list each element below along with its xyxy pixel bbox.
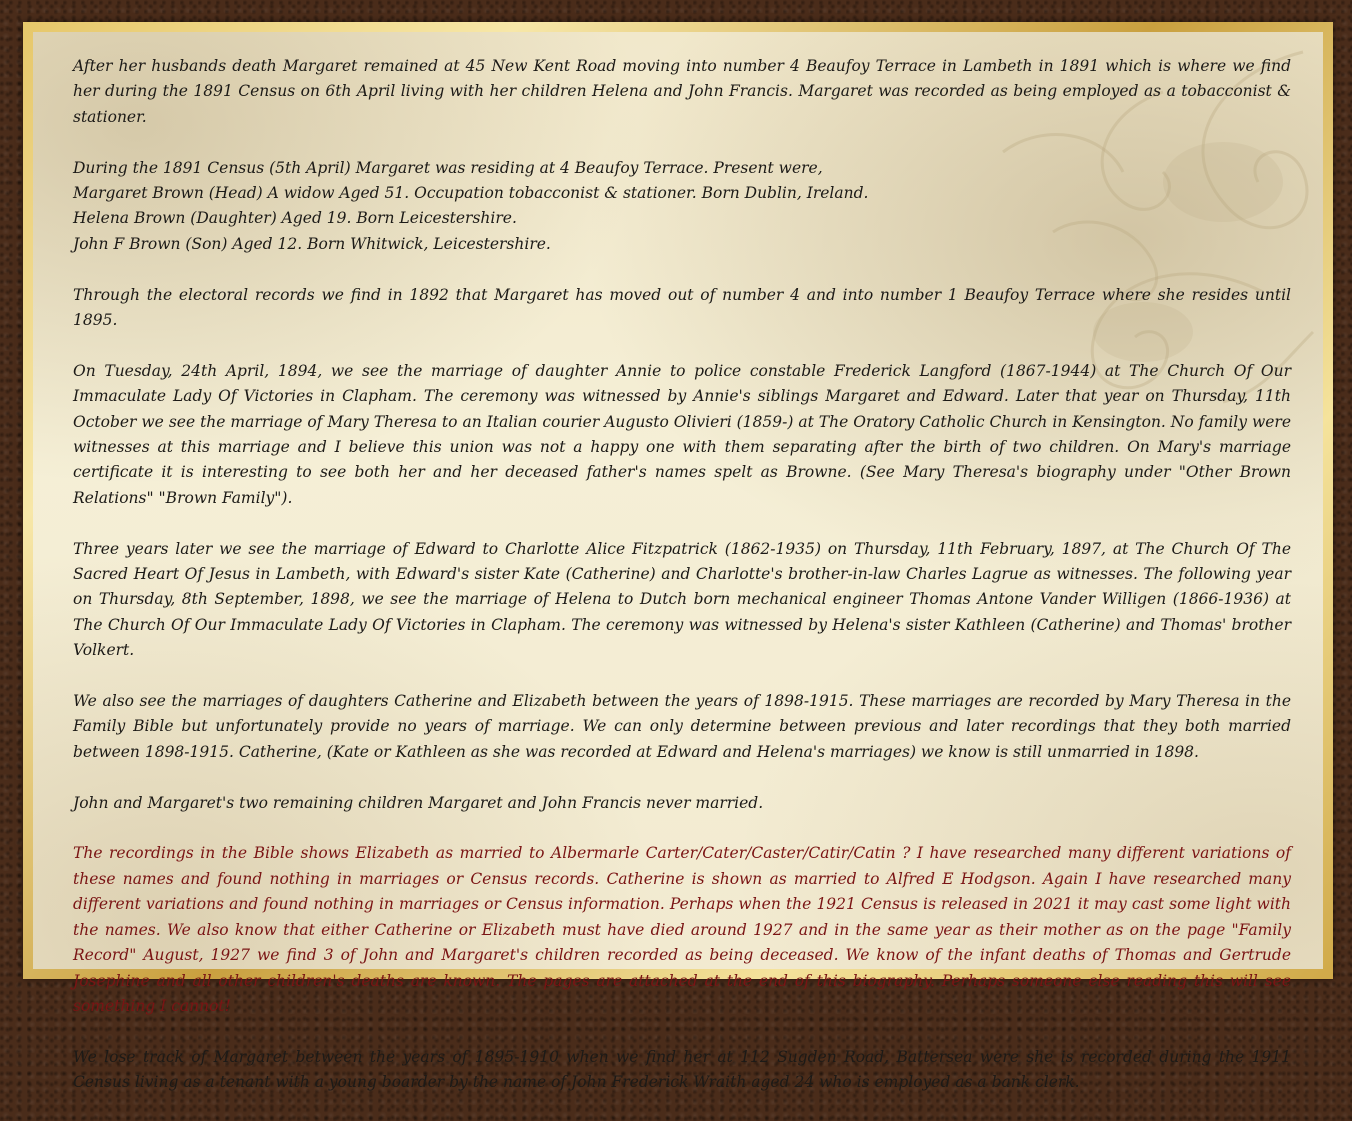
census-intro: During the 1891 Census (5th April) Margaret was residing at 4 Beaufoy Terrace. Present were, [73,158,823,177]
biography-text [73,54,1291,1121]
census-entry-margaret: Margaret Brown (Head) A widow Aged 51. Occupation tobacconist & stationer. Born Dublin, Ireland. [73,184,869,203]
paragraph-annie-mary-marriages: On Tuesday, 24th April, 1894, we see the marriage of daughter Annie to police constable Frederick Langford (1867-1944) at The Church Of Our Immaculate Lady Of Victories in Clapham. The ceremony was witnessed by Annie's siblings Margaret and Edward. Later that year on Thursday, 11th October we see the marriage of Mary Theresa to an Italian courier Augusto Olivieri (1859-) at The Oratory Catholic Church in Kensington. No family were witnesses at this marriage and I believe this union was not a happy one with them separating after the birth of two children. On Mary's marriage certificate it is interesting to see both her and her deceased father's names spelt as Browne. (See Mary Theresa's biography under "Other Brown Relations" "Brown Family"). [73,361,1291,507]
paragraph-catherine-elizabeth-marriages: We also see the marriages of daughters Catherine and Elizabeth between the years of 1898-1915. These marriages are recorded by Mary Theresa in the Family Bible but unfortunately provide no years of marriage. We can only determine between previous and later recordings that they both married between 1898-1915. Catherine, (Kate or Kathleen as she was recorded at Edward and Helena's marriages) we know is still unmarried in 1898. [73,692,1291,761]
gold-frame [23,22,1333,1092]
paragraph-1911-census: We lose track of Margaret between the years of 1895-1910 when we find her at 112 Sugden Road, Battersea were she is recorded during the 1911 Census living as a tenant with a young boarder by the name of John Frederick Wraith aged 24 who is employed as a bank clerk. [73,1047,1291,1092]
paragraph-1891-move: After her husbands death Margaret remained at 45 New Kent Road moving into number 4 Beaufoy Terrace in Lambeth in 1891 which is where we find her during the 1891 Census on 6th April living with her children Helena and John Francis. Margaret was recorded as being employed as a tobacconist & stationer. [73,57,1291,126]
paragraph-bible-recordings: The recordings in the Bible shows Elizabeth as married to Albermarle Carter/Cater/Caster/Catir/Catin ? I have researched many different variations of these names and found nothing in marriages or Census records. Catherine is shown as married to Alfred E Hodgson. Again I have researched many different variations and found nothing in marriages or Census information. Perhaps when the 1921 Census is released in 2021 it may cast some light with the names. We also know that either Catherine or Elizabeth must have died around 1927 and in the same year as their mother as on the page "Family Record" August, 1927 we find 3 of John and Margaret's children recorded as being deceased. We know of the infant deaths of Thomas and Gertrude Josephine and all other children's deaths are known. The pages are attached at the end of this biography. Perhaps someone else reading this will see something I cannot! [73,844,1291,1015]
paragraph-unmarried-children: John and Margaret's two remaining children Margaret and John Francis never married. [73,793,764,812]
census-entry-helena: Helena Brown (Daughter) Aged 19. Born Leicestershire. [73,209,517,228]
census-1891-block [73,156,1291,258]
paragraph-electoral-records: Through the electoral records we find in 1892 that Margaret has moved out of number 4 and into number 1 Beaufoy Terrace where she resides until 1895. [73,285,1291,330]
parchment-page [33,32,1323,1092]
paragraph-edward-helena-marriages: Three years later we see the marriage of Edward to Charlotte Alice Fitzpatrick (1862-1935) on Thursday, 11th February, 1897, at The Church Of The Sacred Heart Of Jesus in Lambeth, with Edward's sister Kate (Catherine) and Charlotte's brother-in-law Charles Lagrue as witnesses. The following year on Thursday, 8th September, 1898, we see the marriage of Helena to Dutch born mechanical engineer Thomas Antone Vander Willigen (1866-1936) at The Church Of Our Immaculate Lady Of Victories in Clapham. The ceremony was witnessed by Helena's sister Kathleen (Catherine) and Thomas' brother Volkert. [73,539,1291,660]
census-entry-john: John F Brown (Son) Aged 12. Born Whitwick, Leicestershire. [73,234,551,253]
